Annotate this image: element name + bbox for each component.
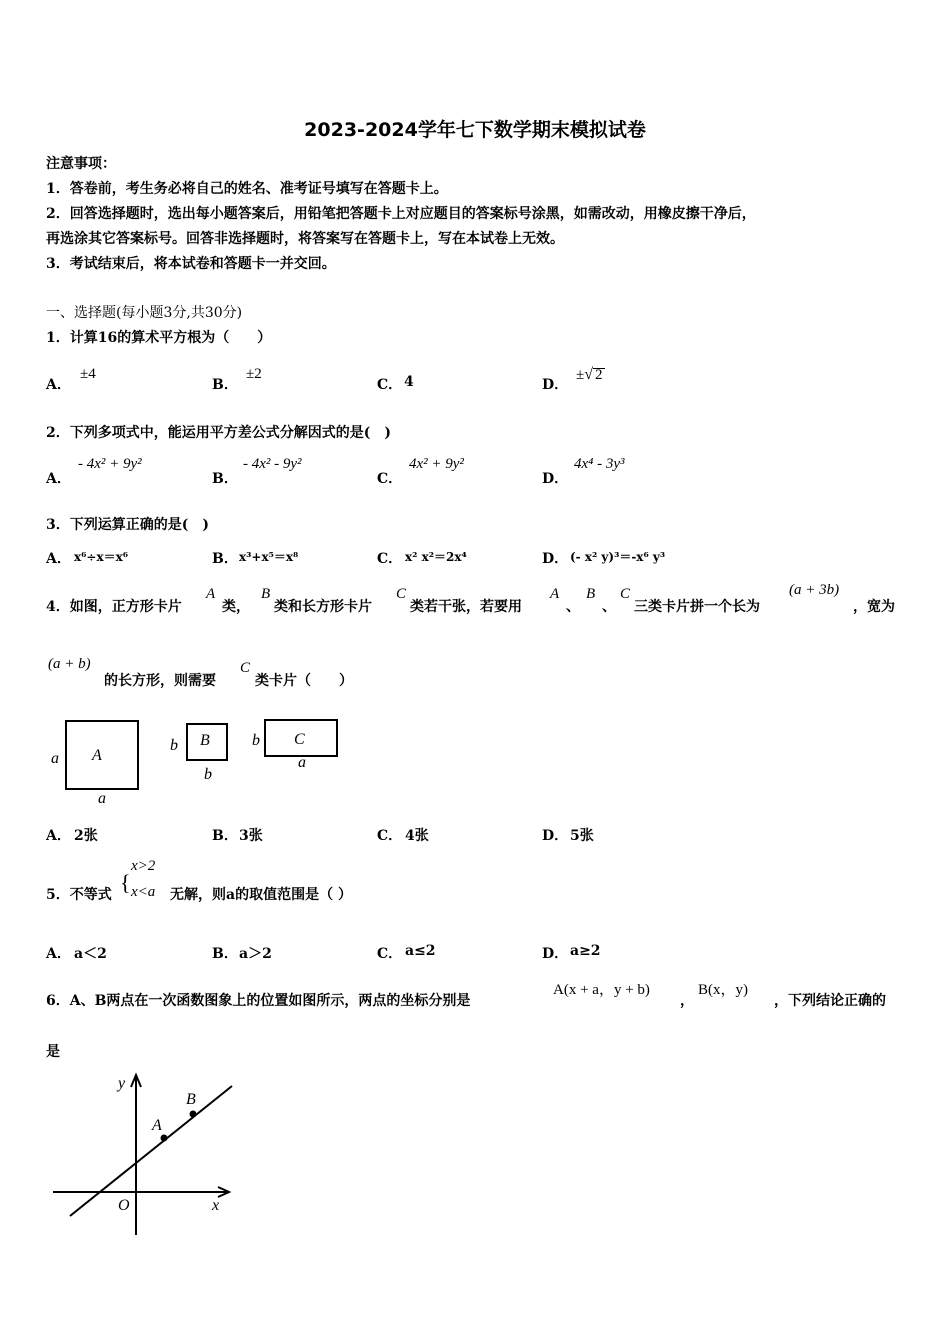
option-c: x² x²＝2x⁴ bbox=[405, 550, 467, 564]
math-var: C bbox=[620, 586, 631, 602]
question-stem: 类， bbox=[222, 599, 250, 615]
math-var: B bbox=[586, 586, 596, 602]
side-label: a bbox=[98, 790, 106, 807]
math-var: B bbox=[261, 586, 271, 602]
option-d: a≥2 bbox=[570, 943, 601, 959]
side-label: b bbox=[170, 737, 178, 754]
point-b-coords: B(x，y) bbox=[698, 982, 748, 998]
question-stem: ，宽为 bbox=[853, 599, 895, 615]
option-label: C． bbox=[377, 377, 403, 393]
question-stem: 类若干张，若要用 bbox=[410, 599, 522, 615]
notice-item: 1．答卷前，考生务必将自己的姓名、准考证号填写在答题卡上。 bbox=[46, 181, 448, 197]
side-label: a bbox=[51, 750, 59, 767]
question-stem: 类卡片（ ） bbox=[255, 673, 353, 689]
question-stem: 3．下列运算正确的是( ) bbox=[46, 517, 209, 533]
math-var: A bbox=[206, 586, 216, 602]
option-d: 5张 bbox=[570, 828, 594, 844]
question-stem: 是 bbox=[46, 1044, 60, 1060]
origin-label: O bbox=[118, 1197, 130, 1214]
option-label: A． bbox=[46, 471, 71, 487]
notice-item: 2．回答选择题时，选出每小题答案后，用铅笔把答题卡上对应题目的答案标号涂黑，如需改动，用橡皮擦干净后， bbox=[46, 206, 756, 222]
option-label: C． bbox=[377, 946, 403, 962]
notice-item: 3．考试结束后，将本试卷和答题卡一并交回。 bbox=[46, 256, 336, 272]
separator: 、 bbox=[602, 599, 616, 615]
option-a: x⁶÷x＝x⁶ bbox=[74, 550, 129, 564]
option-b: x³+x⁵＝x⁸ bbox=[239, 550, 299, 564]
separator: 、 bbox=[566, 599, 580, 615]
question-stem: 无解，则a的取值范围是（ ） bbox=[170, 887, 352, 903]
x-axis-label: x bbox=[212, 1197, 220, 1214]
option-label: D． bbox=[542, 946, 569, 962]
option-b: ±2 bbox=[246, 366, 262, 382]
option-label: B． bbox=[212, 377, 238, 393]
option-label: C． bbox=[377, 828, 403, 844]
option-b: 3张 bbox=[239, 828, 263, 844]
section-heading: 一、选择题(每小题3分,共30分) bbox=[46, 305, 243, 321]
option-d: (- x² y)³＝-x⁶ y³ bbox=[570, 550, 666, 564]
notice-item: 再选涂其它答案标号。回答非选择题时，将答案写在答题卡上，写在本试卷上无效。 bbox=[46, 231, 564, 247]
option-label: D． bbox=[542, 471, 569, 487]
option-label: C． bbox=[377, 551, 403, 567]
notice-heading: 注意事项： bbox=[46, 156, 116, 172]
inequality-bottom: x<a bbox=[131, 884, 156, 900]
option-a: ±4 bbox=[80, 366, 96, 382]
option-label: C． bbox=[377, 471, 403, 487]
option-d: ±√ 2 bbox=[576, 366, 603, 383]
length-expression: (a + 3b) bbox=[789, 582, 840, 598]
option-c: 4x² + 9y² bbox=[409, 456, 464, 472]
side-label: a bbox=[298, 754, 306, 771]
question-stem: ，下列结论正确的 bbox=[774, 993, 886, 1009]
card-b-label: B bbox=[200, 732, 210, 749]
y-axis-label: y bbox=[118, 1075, 126, 1092]
function-line bbox=[70, 1086, 232, 1216]
card-c-label: C bbox=[294, 731, 305, 748]
page-title: 2023-2024学年七下数学期末模拟试卷 bbox=[304, 119, 646, 141]
side-label: b bbox=[204, 766, 212, 783]
option-label: B． bbox=[212, 828, 238, 844]
question-stem: 6．A、B两点在一次函数图象上的位置如图所示，两点的坐标分别是 bbox=[46, 993, 471, 1009]
option-b: - 4x² - 9y² bbox=[243, 456, 302, 472]
option-label: A． bbox=[46, 377, 71, 393]
point-a-label: A bbox=[152, 1117, 162, 1134]
option-a: - 4x² + 9y² bbox=[78, 456, 142, 472]
question-stem: 1．计算16的算术平方根为（ ） bbox=[46, 330, 272, 346]
math-var: A bbox=[550, 586, 560, 602]
option-label: A． bbox=[46, 551, 71, 567]
question-stem: 2．下列多项式中，能运用平方差公式分解因式的是( ) bbox=[46, 425, 391, 441]
point-a-coords: A(x + a，y + b) bbox=[553, 982, 650, 998]
option-label: B． bbox=[212, 551, 238, 567]
math-var: C bbox=[396, 586, 407, 602]
question-stem: 三类卡片拼一个长为 bbox=[634, 599, 760, 615]
math-var: C bbox=[240, 660, 251, 676]
option-b: a＞2 bbox=[239, 946, 272, 962]
option-label: B． bbox=[212, 471, 238, 487]
question-stem: 类和长方形卡片 bbox=[274, 599, 372, 615]
plus-minus: ± bbox=[576, 367, 585, 383]
inequality-top: x>2 bbox=[131, 858, 156, 874]
option-c: a≤2 bbox=[405, 943, 436, 959]
option-c: 4张 bbox=[405, 828, 429, 844]
option-label: B． bbox=[212, 946, 238, 962]
point-b bbox=[190, 1111, 197, 1118]
option-label: A． bbox=[46, 946, 71, 962]
option-label: A． bbox=[46, 828, 71, 844]
card-a-label: A bbox=[92, 747, 102, 764]
question-stem: 的长方形，则需要 bbox=[104, 673, 216, 689]
point-b-label: B bbox=[186, 1091, 196, 1108]
linear-function-graph bbox=[48, 1070, 238, 1240]
system-brace: { bbox=[120, 870, 131, 895]
question-stem: 4．如图，正方形卡片 bbox=[46, 599, 182, 615]
radicand: 2 bbox=[595, 367, 603, 383]
option-label: D． bbox=[542, 377, 569, 393]
option-label: D． bbox=[542, 828, 569, 844]
side-label: b bbox=[252, 732, 260, 749]
separator: ， bbox=[680, 993, 694, 1009]
option-d: 4x⁴ - 3y³ bbox=[574, 456, 625, 472]
point-a bbox=[161, 1135, 168, 1142]
option-label: D． bbox=[542, 551, 569, 567]
question-stem: 5．不等式 bbox=[46, 887, 112, 903]
card-a bbox=[65, 720, 139, 790]
option-c: 4 bbox=[404, 374, 414, 390]
option-a: a＜2 bbox=[74, 946, 107, 962]
width-expression: (a + b) bbox=[48, 656, 91, 672]
option-a: 2张 bbox=[74, 828, 98, 844]
